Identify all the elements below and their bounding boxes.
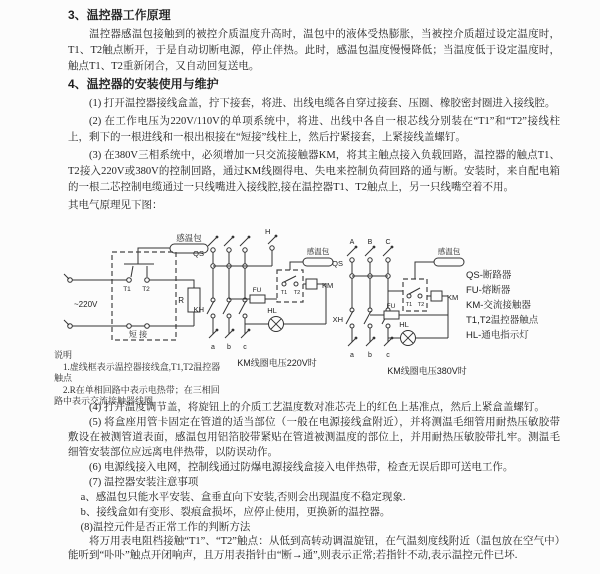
mid-sensor-bulb <box>303 258 333 266</box>
left-sensor-bulb-label: 感温包 <box>176 233 202 243</box>
single-phase-circuit <box>64 233 208 340</box>
diagram-notes <box>54 350 226 408</box>
right-hl-label: HL <box>399 320 409 329</box>
mid-thermostat-box <box>277 270 303 302</box>
legend-item-qs: QS-断路器 <box>466 270 512 281</box>
note-1: 1.虚线框表示温控器接线盒,T1,T2温控器触点 <box>54 361 221 383</box>
mid-km-coil <box>306 279 317 289</box>
left-t1-label: T1 <box>123 286 131 293</box>
right-t2-label: T2 <box>417 302 425 308</box>
legend-item-km: KM-交流接触器 <box>466 300 531 311</box>
mid-h-label: H <box>265 227 271 236</box>
left-short-label: 短 接 <box>128 330 148 339</box>
notes-title: 说明 <box>54 350 73 360</box>
left-junction-box <box>112 252 176 340</box>
right-b-label: b <box>368 352 372 359</box>
document-content <box>0 0 600 214</box>
right-sensor-bulb <box>434 258 464 266</box>
km-220v-circuit <box>193 227 333 368</box>
diagram-intro: 其电气原理见下图： <box>68 200 163 211</box>
right-fu-label: FU <box>386 303 396 310</box>
mid-phase-lines <box>207 236 250 338</box>
install-step-5: (5) 将盒座用管卡固定在管道的适当部位（一般在电源接线盒附近），并将测温毛细管用耐热压敏胶带敷设在被测管道表面，感温包用铝箔胶带紧贴在管道被测温度的部位上，并用耐热压敏胶带扎牢。测温毛细管安装部位应远离电伴热带，以防误动作。 <box>68 417 560 458</box>
right-phase-A-label: A <box>349 239 355 246</box>
left-voltage-label: ~220V <box>74 300 98 309</box>
install-step-8: (8)温控元件是否正常工作的判断方法 <box>80 522 251 533</box>
circuit-diagrams <box>0 216 600 406</box>
note-2: 2.R在单相回路中表示电热带；在三相回路中表示交流接触器线圈 <box>54 384 220 406</box>
note-b: b、接线盒如有变形、裂痕盒损坏，应停止使用，更换新的温控器。 <box>80 507 391 518</box>
mid-b-label: b <box>227 344 231 351</box>
legend-item-t1t2: T1,T2温控器触点 <box>466 315 539 326</box>
mid-t1-label: T1 <box>280 290 288 296</box>
section3-title: 3、温控器工作原理 <box>68 8 171 22</box>
right-fuse <box>384 311 399 319</box>
right-phase-lines <box>346 246 393 346</box>
mid-t2-label: T2 <box>293 290 301 296</box>
right-xh-label: XH <box>332 315 343 324</box>
install-step-6: (6) 电源线接入电网，控制线通过防爆电源接线盒接入电伴热带，检查无误后即可送电工作。 <box>89 462 514 473</box>
install-step-7: (7) 温控器安装注意事项 <box>89 477 199 488</box>
right-km-label: KM <box>447 293 459 302</box>
mid-fuse <box>250 295 265 303</box>
note-a: a、感温包只能水平安装、盒垂直向下安装,否则会出现温度不稳定现象. <box>80 492 406 503</box>
document-content-bottom <box>0 394 600 562</box>
right-sensor-bulb-label: 感温包 <box>437 247 461 256</box>
section3-paragraph: 温控器感温包接触到的被控介质温度升高时，温包中的液体受热膨胀，当被控介质超过设定温度时，T1、T2触点断开，于是自动切断电源，停止伴热。此时，感温包温度慢慢降低；当温度低于设定温度时，触点T1、T2重新闭合，又自动回复送电。 <box>68 29 560 72</box>
diagram-legend <box>466 268 538 343</box>
section4-title: 4、温控器的安装使用与维护 <box>68 77 219 91</box>
mid-fu-label: FU <box>252 287 262 294</box>
step-8-paragraph: 将万用表电阻档接触“T1”、“T2”触点：从低到高转动调温旋钮，在气温刻度线附近（温包放在空气中）能听到“卟卟”触点开闭响声，且万用表指针由“断→通”,则表示正常;若指针不动,表示温控元件已坏. <box>68 536 560 561</box>
mid-km-label: KM <box>322 281 334 290</box>
left-R-label: R <box>178 296 184 305</box>
km-380v-circuit <box>332 239 467 376</box>
right-t1-label: T1 <box>405 302 413 308</box>
mid-sensor-bulb-label: 感温包 <box>306 247 330 256</box>
mid-caption: KM线圈电压220V时 <box>237 358 317 368</box>
install-step-3: (3) 在380V三相系统中，必须增加一只交流接触器KM，将其主触点接入负载回路，温控器的触点T1、T2接入220V或380V的控制回路，通过KM线圈得电、失电来控制负荷回路的通与断。安装时，来自配电箱的一根二芯控制电缆通过一只线嘴进入接线腔,接在温控器T1、T2触点上，另一只线嘴空着不用。 <box>68 150 560 193</box>
legend-item-hl: HL-通电指示灯 <box>466 330 529 341</box>
install-step-2: (2) 在工作电压为220V/110V的单项系统中，将进、出线中各自一根芯线分别装在“T1”和“T2”接线柱上，剩下的一根进线和一根出根接在“短接”线柱上，然后拧紧接套，上紧接线盖螺钉。 <box>68 116 560 143</box>
install-step-1: (1) 打开温控器接线盒盖，拧下接套，将进、出线电缆各自穿过接套、压圈、橡胶密封圈进入接线腔。 <box>89 98 556 109</box>
mid-hl-label: HL <box>267 306 277 315</box>
install-step-4: (4) 打开温度调节盖，将旋钮上的介质工艺温度数对准芯壳上的红色上基准点，然后上紧盒盖螺钉。 <box>89 402 545 413</box>
right-km-coil <box>431 291 442 301</box>
left-t2-label: T2 <box>142 286 150 293</box>
right-phase-B-label: B <box>367 239 373 246</box>
right-a-label: a <box>350 352 354 359</box>
legend-item-fu: FU-熔断器 <box>466 285 511 296</box>
mid-qs-label: QS <box>193 249 204 258</box>
right-caption: KM线圈电压380V时 <box>387 366 467 376</box>
right-c-label: c <box>386 352 390 359</box>
mid-kh-label: KH <box>193 305 204 314</box>
mid-a-label: a <box>211 344 215 351</box>
mid-c-label: c <box>243 344 247 351</box>
right-phase-C-label: C <box>385 239 391 246</box>
right-qs-label: QS <box>332 259 343 268</box>
